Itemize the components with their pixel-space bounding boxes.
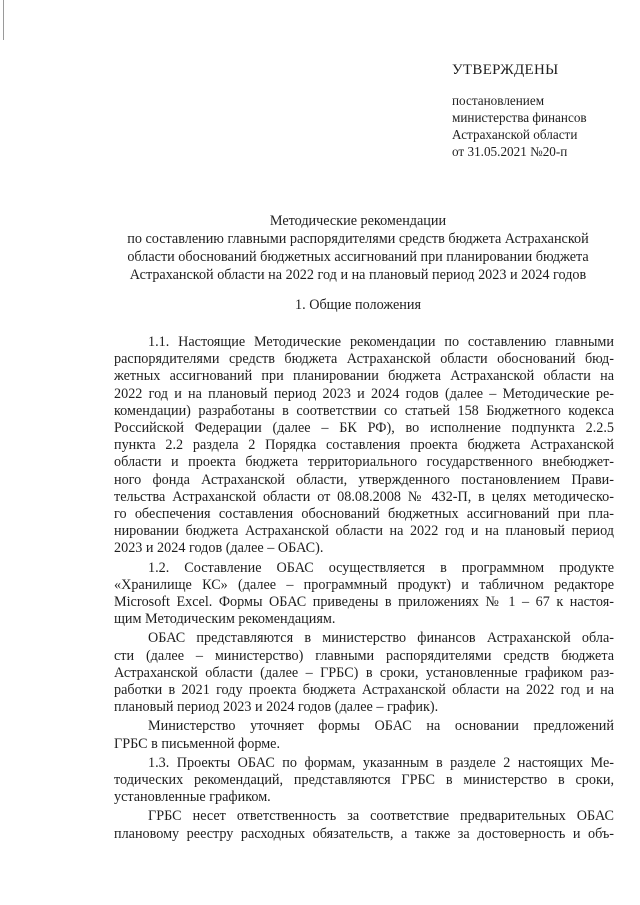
approval-title: УТВЕРЖДЕНЫ	[452, 62, 559, 78]
paragraph-line: области и проекта бюджета территориального государственного внебюджет-	[114, 454, 614, 471]
document-title	[100, 212, 616, 284]
approval-line: Астраханской области	[452, 127, 578, 142]
paragraph-line: Астраханской области (далее – ГРБС) в сроки, установленные графиком раз-	[114, 664, 614, 681]
paragraph-line: ного фонда Астраханской области, утвержденного постановлением Прави-	[114, 471, 614, 488]
paragraph	[114, 560, 614, 629]
paragraph-line: ОБАС представляются в министерство финансов Астраханской обла-	[148, 630, 614, 647]
paragraph-line: Microsoft Excel. Формы ОБАС приведены в приложениях № 1 – 67 к настоя-	[114, 594, 614, 611]
paragraph-line: ГРБС несет ответственность за соответствие предварительных ОБАС	[148, 808, 614, 825]
paragraph-line: 1.3. Проекты ОБАС по формам, указанным в разделе 2 настоящих Ме-	[148, 754, 614, 771]
paragraph-line: Российской Федерации (далее – БК РФ), во исполнение подпункта 2.2.5	[114, 420, 614, 437]
paragraph-line: «Хранилище КС» (далее – программный продукт) и табличном редакторе	[114, 576, 614, 593]
document-title-line: Методические рекомендации	[269, 213, 447, 229]
paragraph-line: 1.2. Составление ОБАС осуществляется в программном продукте	[148, 559, 614, 576]
approval-line: министерства финансов	[452, 110, 587, 125]
paragraph-line: работки в 2021 году проекта бюджета Астраханской области на 2022 год и на	[114, 682, 614, 699]
document-title-line: области обоснований бюджетных ассигнований при планировании бюджета	[127, 249, 589, 265]
paragraph-line: тельства Астраханской области от 08.08.2008 № 432-П, в целях методическо-	[114, 488, 614, 505]
paragraph	[114, 718, 614, 752]
paragraph-line: ГРБС в письменной форме.	[114, 735, 281, 752]
paragraph-line: Министерство уточняет формы ОБАС на основании предложений	[148, 718, 614, 735]
approval-date-line: от 31.05.2021 №20-п	[452, 144, 568, 159]
paragraph-line: плановому реестру расходных обязательств, а также за достоверность и объ-	[114, 825, 614, 842]
paragraph-line: установленные графиком.	[114, 789, 271, 806]
paragraph	[114, 334, 614, 558]
paragraph-line: плановый период 2023 и 2024 годов (далее – график).	[114, 699, 439, 716]
margin-line	[3, 0, 4, 40]
paragraph-line: пункта 2.2 раздела 2 Порядка составления проекта бюджета Астраханской	[114, 437, 614, 454]
paragraph	[114, 755, 614, 807]
paragraph-line: комендации) разработаны в соответствии со статьей 158 Бюджетного кодекса	[114, 402, 614, 419]
paragraph-line: щим Методическим рекомендациям.	[114, 611, 336, 628]
paragraph-line: го обеспечения составления обоснований бюджетных ассигнований при пла-	[114, 506, 614, 523]
approval-stamp	[452, 62, 632, 160]
document-title-line: Астраханской области на 2022 год и на плановый период 2023 и 2024 годов	[129, 267, 587, 283]
section-heading: 1. Общие положения	[295, 297, 421, 313]
paragraph-line: тодических рекомендаций, представляются ГРБС в министерство в сроки,	[114, 772, 614, 789]
paragraph-line: сти (далее – министерство) главными распорядителями средств бюджета	[114, 647, 614, 664]
document-body	[114, 334, 614, 845]
paragraph-line: 1.1. Настоящие Методические рекомендации по составлению главными	[148, 334, 614, 350]
approval-line: постановлением	[452, 93, 545, 108]
paragraph	[114, 630, 614, 716]
document-title-line: по составлению главными распорядителями средств бюджета Астраханской	[127, 231, 589, 247]
paragraph-line: распорядителями средств бюджета Астраханской области обоснований бюд-	[114, 351, 614, 368]
paragraph-line: 2022 год и на плановый период 2023 и 2024 годов (далее – Методические ре-	[114, 385, 614, 402]
paragraph	[114, 808, 614, 842]
paragraph-line: жетных ассигнований при планировании бюджета Астраханской области на	[114, 368, 614, 385]
paragraph-line: 2023 и 2024 годов (далее – ОБАС).	[114, 540, 324, 557]
paragraph-line: нировании бюджета Астраханской области на 2022 год и на плановый период	[114, 523, 614, 540]
